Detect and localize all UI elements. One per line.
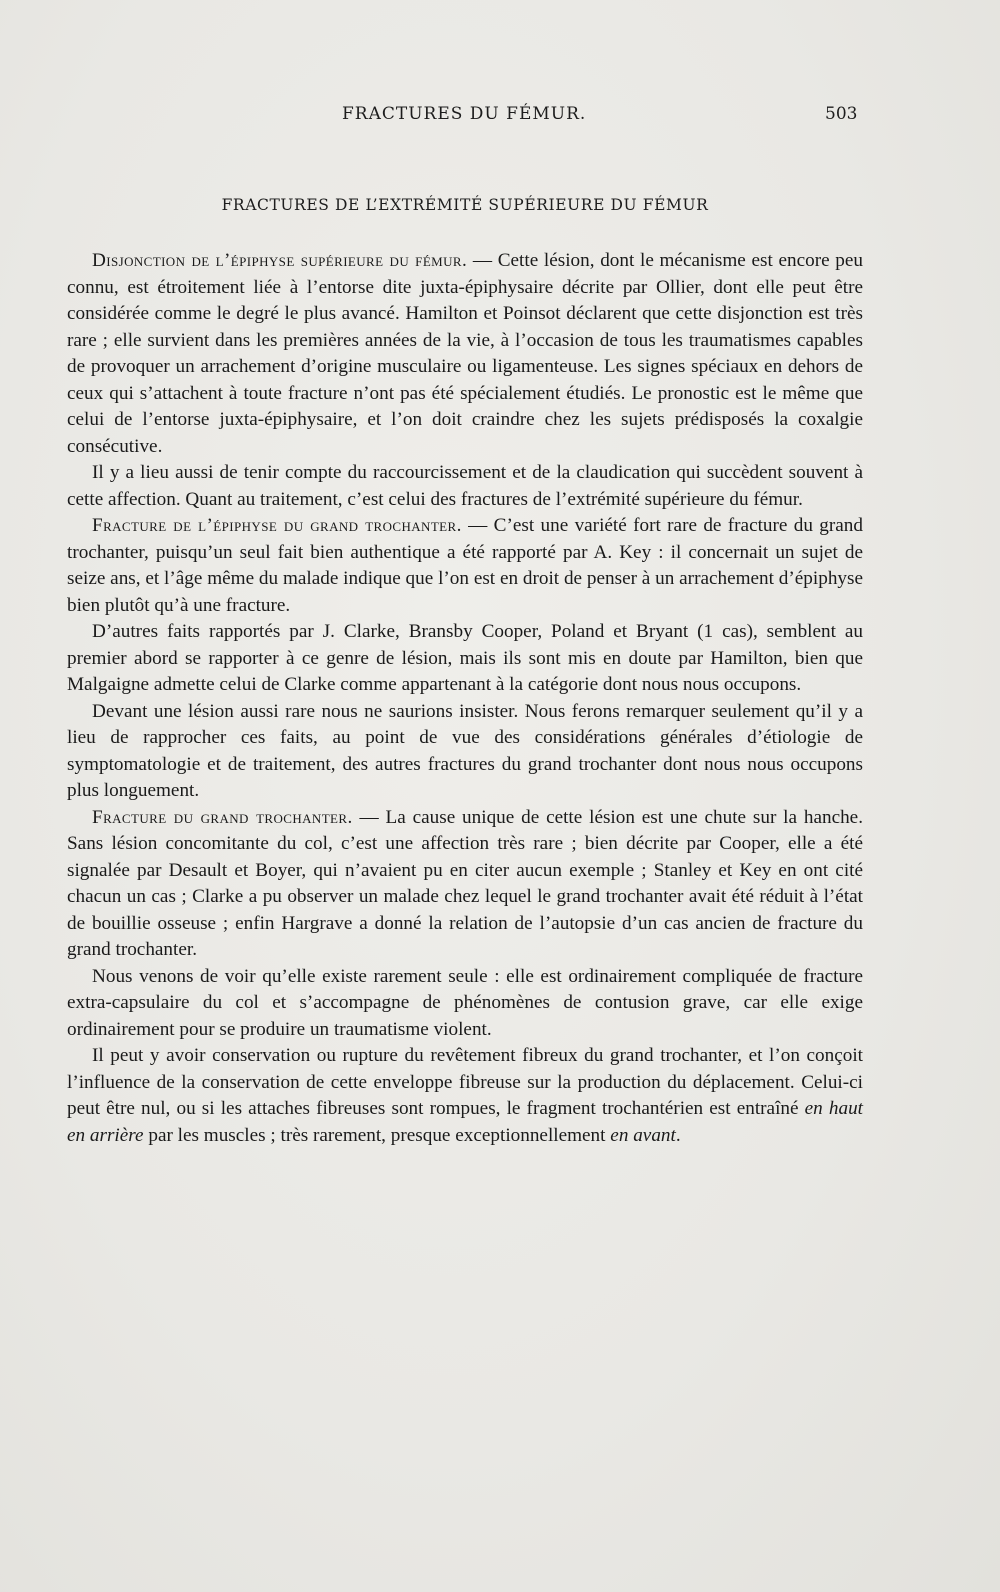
- paragraph-text: Nous venons de voir qu’elle existe rarement seule : elle est ordinairement compliquée de fracture extra-capsulaire du col et s’accompagne de phénomènes de contusion grave, car elle exige ordinairement pour se produire un traumatisme violent.: [67, 965, 863, 1040]
- paragraph-traitement: [67, 460, 863, 513]
- italic-text: en haut en arrière: [67, 1098, 863, 1146]
- paragraph-text: — La cause unique de cette lésion est une chute sur la hanche. Sans lésion concomitante du col, c’est une affection très rare ; bien décrite par Cooper, elle a été signalée par Desault et Boyer, qui n’avaient pu en citer aucun exemple ; Stanley et Key en ont cité chacun un cas ; Clarke a pu observer un malade chez lequel le grand trochanter avait été réduit à l’état de bouillie osseuse ; enfin Hargrave a donné la relation de l’autopsie d’un cas ancien de fracture du grand trochanter.: [67, 806, 863, 960]
- paragraph-text: — C’est une variété fort rare de fracture du grand trochanter, puisqu’un seul fait bien authentique a été rapporté par A. Key : il concernait un sujet de seize ans, et l’âge même du malade indique que l’on est en droit de penser à un arrachement d’épiphyse bien plutôt qu’à une fracture.: [67, 515, 863, 616]
- paragraph-disjonction: [67, 248, 863, 460]
- paragraph-heading: Fracture de l’épiphyse du grand trochanter.: [92, 515, 462, 536]
- paragraph-autres-faits: [67, 619, 863, 699]
- running-title: FRACTURES DU FÉMUR.: [342, 104, 587, 124]
- page-header: [0, 104, 1000, 134]
- page-number: 503: [825, 104, 858, 124]
- paragraph-text: Il y a lieu aussi de tenir compte du raccourcissement et de la claudication qui succèdent souvent à cette affection. Quant au traitement, c’est celui des fractures de l’extrémité supérieure du fémur.: [67, 462, 863, 510]
- paragraph-text: .: [675, 1124, 681, 1146]
- paragraph-fracture-trochanter: [67, 805, 863, 964]
- paragraph-text: — Cette lésion, dont le mécanisme est encore peu connu, est étroitement liée à l’entorse dite juxta-épiphysaire décrite par Ollier, dont elle peut être considérée comme le degré le plus avancé. Hamilton et Poinsot déclarent que cette disjonction est très rare ; elle survient dans les premières années de la vie, à l’occasion de tous les traumatismes capables de provoquer un arrachement d’origine musculaire ou ligamenteuse. Les signes spéciaux en dehors de ceux qui s’attachent à toute fracture n’ont pas été spécialement étudiés. Le pronostic est le même que celui de l’entorse juxta-épiphysaire, et l’on doit craindre chez les sujets prédisposés la coxalgie consécutive.: [67, 250, 863, 457]
- italic-text: en avant: [610, 1124, 676, 1146]
- paragraph-heading: Disjonction de l’épiphyse supérieure du fémur.: [92, 250, 468, 271]
- paragraph-heading: Fracture du grand trochanter.: [92, 806, 353, 828]
- paragraph-deplacement: [67, 1043, 863, 1149]
- body-text: [67, 248, 863, 1149]
- paragraph-compliquee: [67, 964, 863, 1044]
- paragraph-epiphyse-trochanter: [67, 513, 863, 619]
- section-title: FRACTURES DE L’EXTRÉMITÉ SUPÉRIEURE DU FÉMUR: [221, 196, 709, 214]
- paragraph-text: D’autres faits rapportés par J. Clarke, Bransby Cooper, Poland et Bryant (1 cas), semblent au premier abord se rapporter à ce genre de lésion, mais ils sont mis en doute par Hamilton, bien que Malgaigne admette celui de Clarke comme appartenant à la catégorie dont nous nous occupons.: [67, 621, 863, 695]
- paragraph-text: Devant une lésion aussi rare nous ne saurions insister. Nous ferons remarquer seulement qu’il y a lieu de rapprocher ces faits, au point de vue des considérations générales d’étiologie de symptomatologie et de traitement, des autres fractures du grand trochanter dont nous nous occupons plus longuement.: [67, 700, 863, 801]
- paragraph-lesion-rare: [67, 699, 863, 805]
- paragraph-text: Il peut y avoir conservation ou rupture du revêtement fibreux du grand trochanter, et l’on conçoit l’influence de la conservation de cette enveloppe fibreuse sur la production du déplacement. Celui-ci peut être nul, ou si les attaches fibreuses sont rompues, le fragment trochantérien est entraîné: [67, 1045, 863, 1119]
- paragraph-text: par les muscles ; très rarement, presque exceptionnellement: [143, 1124, 611, 1146]
